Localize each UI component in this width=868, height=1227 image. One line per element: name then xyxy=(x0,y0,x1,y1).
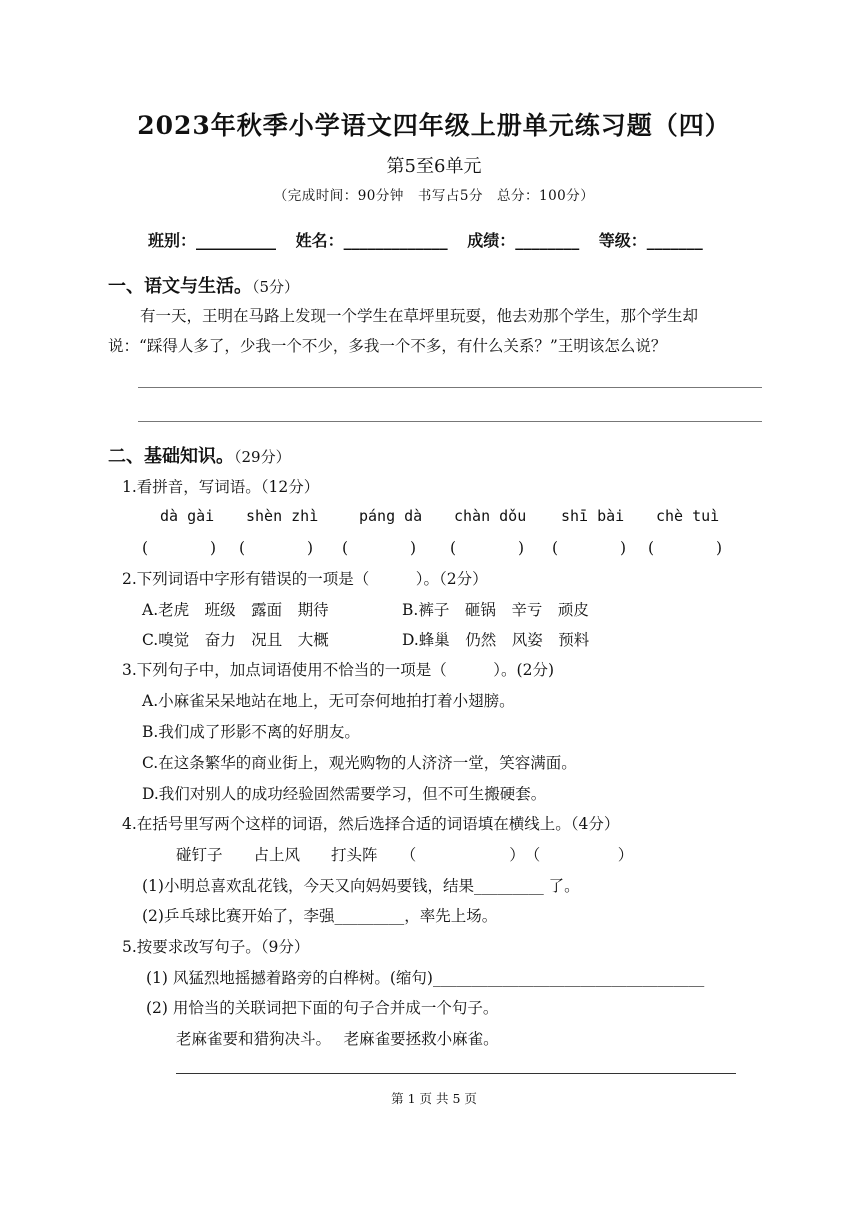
q2-option-a[interactable]: A.老虎 班级 露面 期待 xyxy=(142,601,329,619)
answer-line[interactable] xyxy=(138,421,762,422)
q2-option-d[interactable]: D.蜂巢 仍然 风姿 预料 xyxy=(402,631,590,649)
pinyin-item: shèn zhì xyxy=(246,507,319,525)
pinyin-item: chàn dǒu xyxy=(454,507,527,525)
class-field[interactable]: 班别：__________ xyxy=(148,231,277,250)
answer-paren[interactable]: ( ) xyxy=(648,539,723,557)
q5-prompt: 5.按要求改写句子。（9分） xyxy=(122,938,310,956)
q1-prompt: 1.看拼音，写词语。（12分） xyxy=(122,478,320,496)
answer-paren[interactable]: ( ) xyxy=(239,539,314,557)
q5-sentence-1: (1) 风猛烈地摇撼着路旁的白桦树。(缩句)___________________________________ xyxy=(146,969,705,987)
answer-line[interactable] xyxy=(176,1073,736,1074)
answer-paren[interactable]: ( ) xyxy=(450,539,525,557)
q3-option-c[interactable]: C.在这条繁华的商业街上，观光购物的人济济一堂，笑容满面。 xyxy=(142,754,577,772)
q5-sentence-2: (2) 用恰当的关联词把下面的句子合并成一个句子。 xyxy=(146,999,499,1017)
answer-paren[interactable]: ( ) xyxy=(342,539,417,557)
score-field[interactable]: 成绩：________ xyxy=(467,231,580,250)
q3-option-b[interactable]: B.我们成了形影不离的好朋友。 xyxy=(142,723,360,741)
q4-words: 碰钉子 占上风 打头阵 （ ） （ ） xyxy=(176,846,634,864)
section1-text-line1: 有一天，王明在马路上发现一个学生在草坪里玩耍，他去劝那个学生，那个学生却 xyxy=(140,307,699,325)
answer-paren[interactable]: ( ) xyxy=(142,539,217,557)
q2-option-row xyxy=(142,598,589,620)
answer-line[interactable] xyxy=(138,387,762,388)
page-footer: 第 1 页 共 5 页 xyxy=(391,1091,477,1106)
page-title: 2023年秋季小学语文四年级上册单元练习题（四） xyxy=(137,111,731,140)
pinyin-item: dà gài xyxy=(160,507,215,525)
pinyin-item: shī bài xyxy=(561,507,625,525)
section2-heading: 二、基础知识。（29分） xyxy=(108,446,291,467)
q2-prompt: 2.下列词语中字形有错误的一项是（ ）。（2分） xyxy=(122,570,488,588)
q4-prompt: 4.在括号里写两个这样的词语，然后选择合适的词语填在横线上。（4分） xyxy=(122,815,620,833)
q5-sentence-2-text: 老麻雀要和猎狗决斗。 老麻雀要拯救小麻雀。 xyxy=(176,1030,499,1048)
q3-option-a[interactable]: A.小麻雀呆呆地站在地上，无可奈何地拍打着小翅膀。 xyxy=(142,692,515,710)
q3-option-d[interactable]: D.我们对别人的成功经验固然需要学习，但不可生搬硬套。 xyxy=(142,785,547,803)
q2-option-b[interactable]: B.裤子 砸锅 辛亏 顽皮 xyxy=(402,601,589,619)
section1-heading: 一、语文与生活。（5分） xyxy=(108,276,300,297)
q2-option-row xyxy=(142,628,589,650)
answer-paren[interactable]: ( ) xyxy=(552,539,627,557)
q4-sentence-1: (1)小明总喜欢乱花钱，今天又向妈妈要钱，结果_________ 了。 xyxy=(142,877,580,895)
name-field[interactable]: 姓名：_____________ xyxy=(295,231,448,250)
student-info-row xyxy=(148,228,717,251)
pinyin-item: chè tuì xyxy=(656,507,720,525)
section1-text-line2: 说：“踩得人多了，少我一个不少，多我一个不多，有什么关系？”王明该怎么说？ xyxy=(108,337,667,355)
q2-option-c[interactable]: C.嗅觉 奋力 况且 大概 xyxy=(142,631,329,649)
unit-subtitle: 第5至6单元 xyxy=(386,156,482,177)
grade-field[interactable]: 等级：_______ xyxy=(598,231,703,250)
pinyin-item: páng dà xyxy=(359,507,423,525)
q4-sentence-2: (2)乒乓球比赛开始了，李强_________，率先上场。 xyxy=(142,907,498,925)
q3-prompt: 3.下列句子中，加点词语使用不恰当的一项是（ ）。(2分) xyxy=(122,661,554,679)
time-info: （完成时间：90分钟 书写占5分 总分：100分） xyxy=(273,188,595,204)
